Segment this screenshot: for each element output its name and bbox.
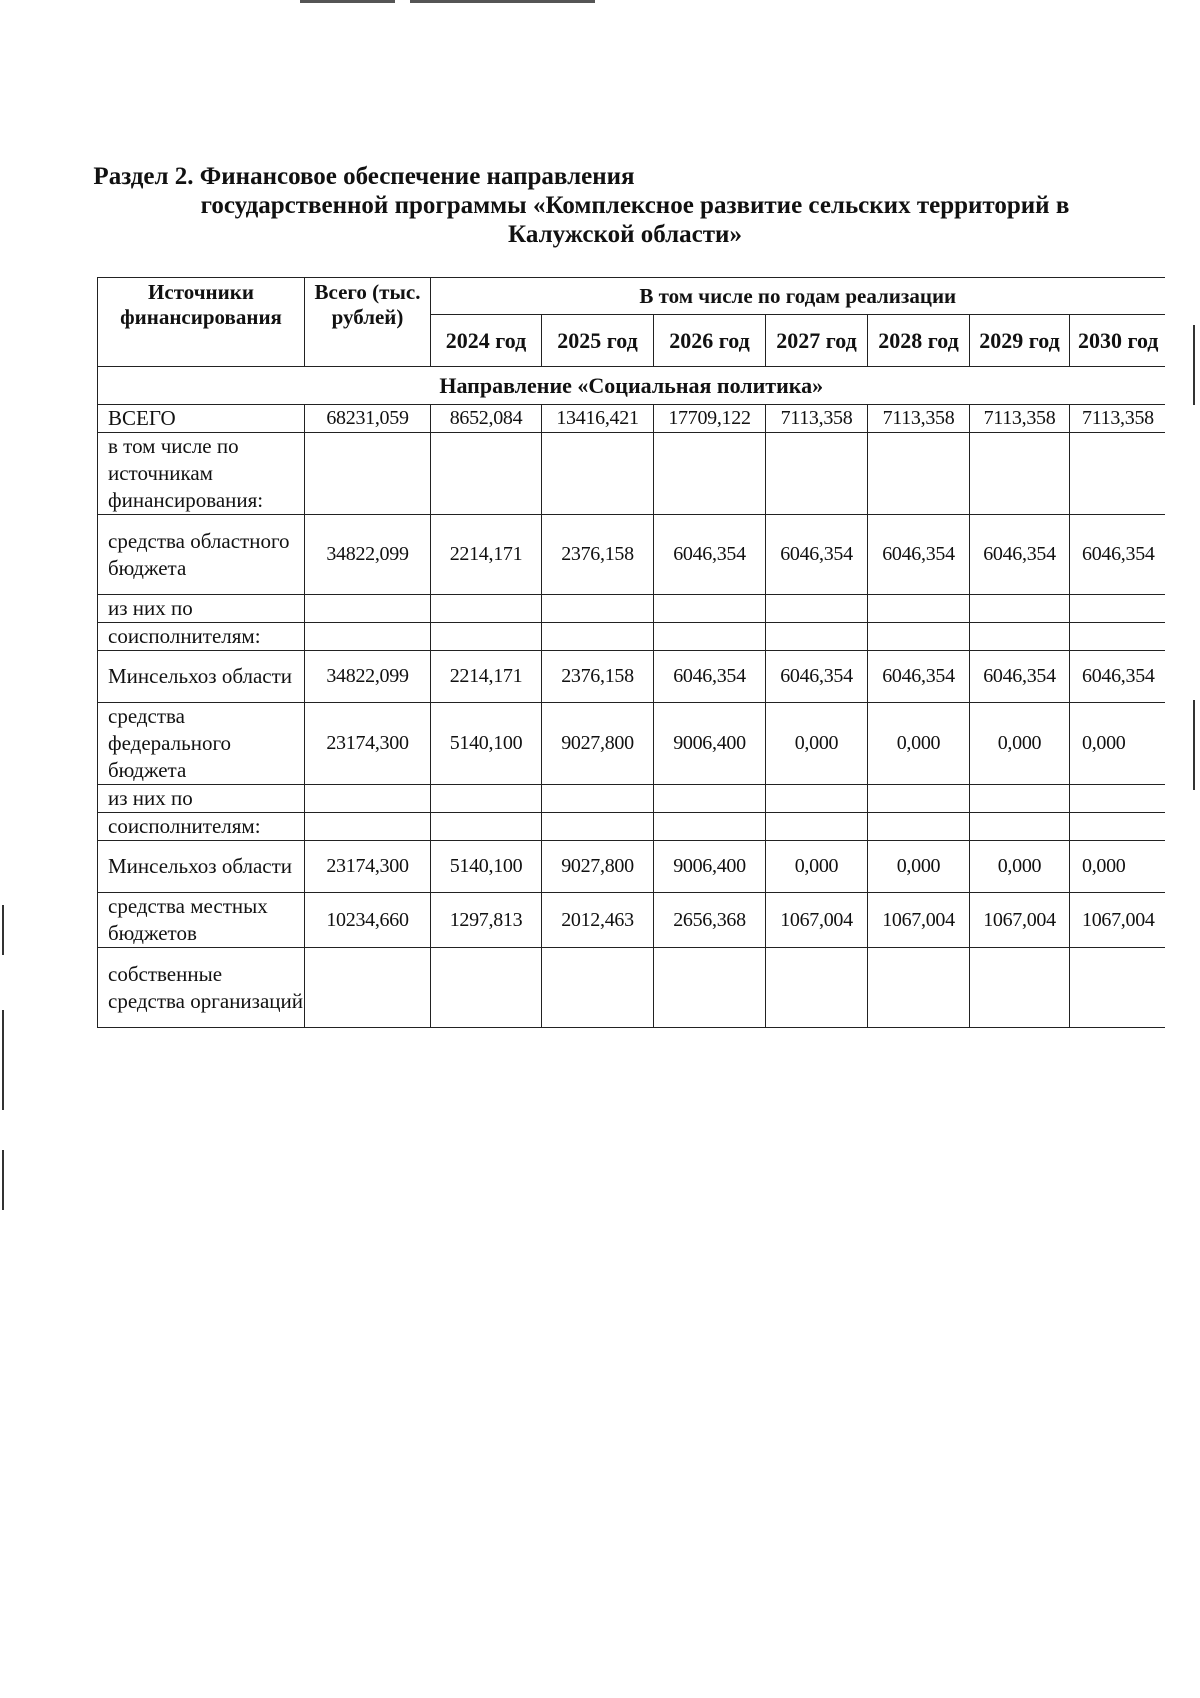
year-value-cell [431, 948, 542, 1028]
year-value-cell [766, 813, 868, 841]
year-value-cell: 7113,358 [970, 405, 1070, 433]
row-total [305, 433, 431, 515]
header-year: 2026 год [654, 315, 766, 367]
year-value-cell [868, 948, 970, 1028]
year-value-cell: 6046,354 [1070, 651, 1165, 703]
row-label: собственные средства организаций [98, 948, 305, 1028]
year-value-cell [542, 623, 654, 651]
year-value-cell [1070, 433, 1165, 515]
table-row [98, 841, 1165, 893]
year-value-cell [766, 785, 868, 813]
row-total [305, 595, 431, 623]
document-title [0, 162, 1200, 249]
year-value-cell: 0,000 [868, 841, 970, 893]
table-row [98, 651, 1165, 703]
year-value-cell: 0,000 [970, 703, 1070, 785]
year-value-cell: 2214,171 [431, 515, 542, 595]
year-value-cell: 1067,004 [868, 893, 970, 948]
year-value-cell [542, 595, 654, 623]
row-label: в том числе по источникам финансирования: [98, 433, 305, 515]
row-label: Минсельхоз области [98, 651, 305, 703]
year-value-cell: 1067,004 [970, 893, 1070, 948]
row-total: 23174,300 [305, 703, 431, 785]
title-line-2: государственной программы «Комплексное развитие сельских территорий в [200, 192, 1070, 219]
row-total [305, 785, 431, 813]
year-value-cell: 9006,400 [654, 703, 766, 785]
row-label: соисполнителям: [98, 813, 305, 841]
year-value-cell: 9006,400 [654, 841, 766, 893]
year-value-cell [431, 623, 542, 651]
year-value-cell [970, 813, 1070, 841]
header-year: 2025 год [542, 315, 654, 367]
year-value-cell [431, 813, 542, 841]
scan-edge-mark [2, 1150, 4, 1210]
year-value-cell [1070, 623, 1165, 651]
year-value-cell [654, 433, 766, 515]
year-value-cell: 13416,421 [542, 405, 654, 433]
table-row [98, 595, 1165, 623]
year-value-cell: 0,000 [970, 841, 1070, 893]
header-year: 2028 год [868, 315, 970, 367]
year-value-cell [654, 948, 766, 1028]
header-by-years: В том числе по годам реализации [431, 278, 1165, 315]
year-value-cell [431, 433, 542, 515]
table-row [98, 623, 1165, 651]
scan-edge-mark [1193, 325, 1195, 405]
year-value-cell: 7113,358 [766, 405, 868, 433]
year-value-cell [542, 813, 654, 841]
scan-edge-mark [2, 1010, 4, 1110]
year-value-cell [868, 595, 970, 623]
year-value-cell [1070, 948, 1165, 1028]
year-value-cell: 0,000 [766, 841, 868, 893]
year-value-cell: 1297,813 [431, 893, 542, 948]
header-sources: Источники финансирования [98, 278, 305, 367]
year-value-cell [868, 433, 970, 515]
header-year: 2024 год [431, 315, 542, 367]
row-label: ВСЕГО [98, 405, 305, 433]
row-label: соисполнителям: [98, 623, 305, 651]
row-total: 10234,660 [305, 893, 431, 948]
year-value-cell: 6046,354 [766, 515, 868, 595]
year-value-cell: 6046,354 [766, 651, 868, 703]
year-value-cell: 0,000 [1070, 703, 1165, 785]
scan-edge-mark [300, 0, 395, 3]
year-value-cell [766, 948, 868, 1028]
row-total: 23174,300 [305, 841, 431, 893]
year-value-cell: 5140,100 [431, 703, 542, 785]
header-year: 2029 год [970, 315, 1070, 367]
year-value-cell [431, 595, 542, 623]
row-label: Минсельхоз области [98, 841, 305, 893]
year-value-cell [654, 813, 766, 841]
year-value-cell: 8652,084 [431, 405, 542, 433]
year-value-cell: 6046,354 [868, 651, 970, 703]
year-value-cell [766, 595, 868, 623]
table-row [98, 948, 1165, 1028]
row-total: 34822,099 [305, 515, 431, 595]
year-value-cell [766, 623, 868, 651]
year-value-cell [868, 813, 970, 841]
year-value-cell [431, 785, 542, 813]
header-year: 2027 год [766, 315, 868, 367]
year-value-cell: 2012,463 [542, 893, 654, 948]
year-value-cell: 0,000 [766, 703, 868, 785]
year-value-cell: 9027,800 [542, 703, 654, 785]
table-row [98, 405, 1165, 433]
year-value-cell [1070, 813, 1165, 841]
section-title: Направление «Социальная политика» [98, 367, 1165, 405]
row-label: средства федерального бюджета [98, 703, 305, 785]
scan-edge-mark [410, 0, 595, 3]
year-value-cell: 1067,004 [766, 893, 868, 948]
table-row [98, 515, 1165, 595]
year-value-cell [970, 785, 1070, 813]
scan-edge-mark [1193, 700, 1195, 790]
row-label: средства местных бюджетов [98, 893, 305, 948]
year-value-cell: 2376,158 [542, 651, 654, 703]
year-value-cell: 0,000 [868, 703, 970, 785]
table-row [98, 785, 1165, 813]
year-value-cell: 2214,171 [431, 651, 542, 703]
year-value-cell: 6046,354 [654, 651, 766, 703]
year-value-cell [970, 595, 1070, 623]
year-value-cell: 9027,800 [542, 841, 654, 893]
year-value-cell: 5140,100 [431, 841, 542, 893]
header-total: Всего (тыс. рублей) [305, 278, 431, 367]
year-value-cell: 6046,354 [868, 515, 970, 595]
year-value-cell [970, 433, 1070, 515]
row-label: из них по [98, 595, 305, 623]
row-label: из них по [98, 785, 305, 813]
year-value-cell: 2376,158 [542, 515, 654, 595]
table-row [98, 433, 1165, 515]
row-total: 34822,099 [305, 651, 431, 703]
year-value-cell [1070, 785, 1165, 813]
year-value-cell [766, 433, 868, 515]
scan-edge-mark [2, 905, 4, 955]
table-row [98, 813, 1165, 841]
table-row [98, 703, 1165, 785]
row-total [305, 623, 431, 651]
year-value-cell [654, 623, 766, 651]
year-value-cell [970, 623, 1070, 651]
table-row [98, 893, 1165, 948]
year-value-cell [654, 785, 766, 813]
year-value-cell: 2656,368 [654, 893, 766, 948]
year-value-cell: 6046,354 [970, 651, 1070, 703]
year-value-cell: 7113,358 [868, 405, 970, 433]
title-line-1: Раздел 2. Финансовое обеспечение направления [93, 163, 635, 190]
header-year: 2030 год [1070, 315, 1165, 367]
year-value-cell: 6046,354 [654, 515, 766, 595]
year-value-cell: 1067,004 [1070, 893, 1165, 948]
row-total [305, 948, 431, 1028]
year-value-cell [970, 948, 1070, 1028]
year-value-cell: 6046,354 [970, 515, 1070, 595]
year-value-cell: 0,000 [1070, 841, 1165, 893]
year-value-cell [542, 948, 654, 1028]
year-value-cell: 7113,358 [1070, 405, 1165, 433]
year-value-cell [542, 785, 654, 813]
year-value-cell [868, 623, 970, 651]
row-label: средства областного бюджета [98, 515, 305, 595]
year-value-cell [868, 785, 970, 813]
financing-table [97, 277, 1165, 1028]
row-total: 68231,059 [305, 405, 431, 433]
year-value-cell: 17709,122 [654, 405, 766, 433]
year-value-cell: 6046,354 [1070, 515, 1165, 595]
year-value-cell [1070, 595, 1165, 623]
year-value-cell [654, 595, 766, 623]
year-value-cell [542, 433, 654, 515]
title-line-3: Калужской области» [508, 221, 742, 248]
row-total [305, 813, 431, 841]
